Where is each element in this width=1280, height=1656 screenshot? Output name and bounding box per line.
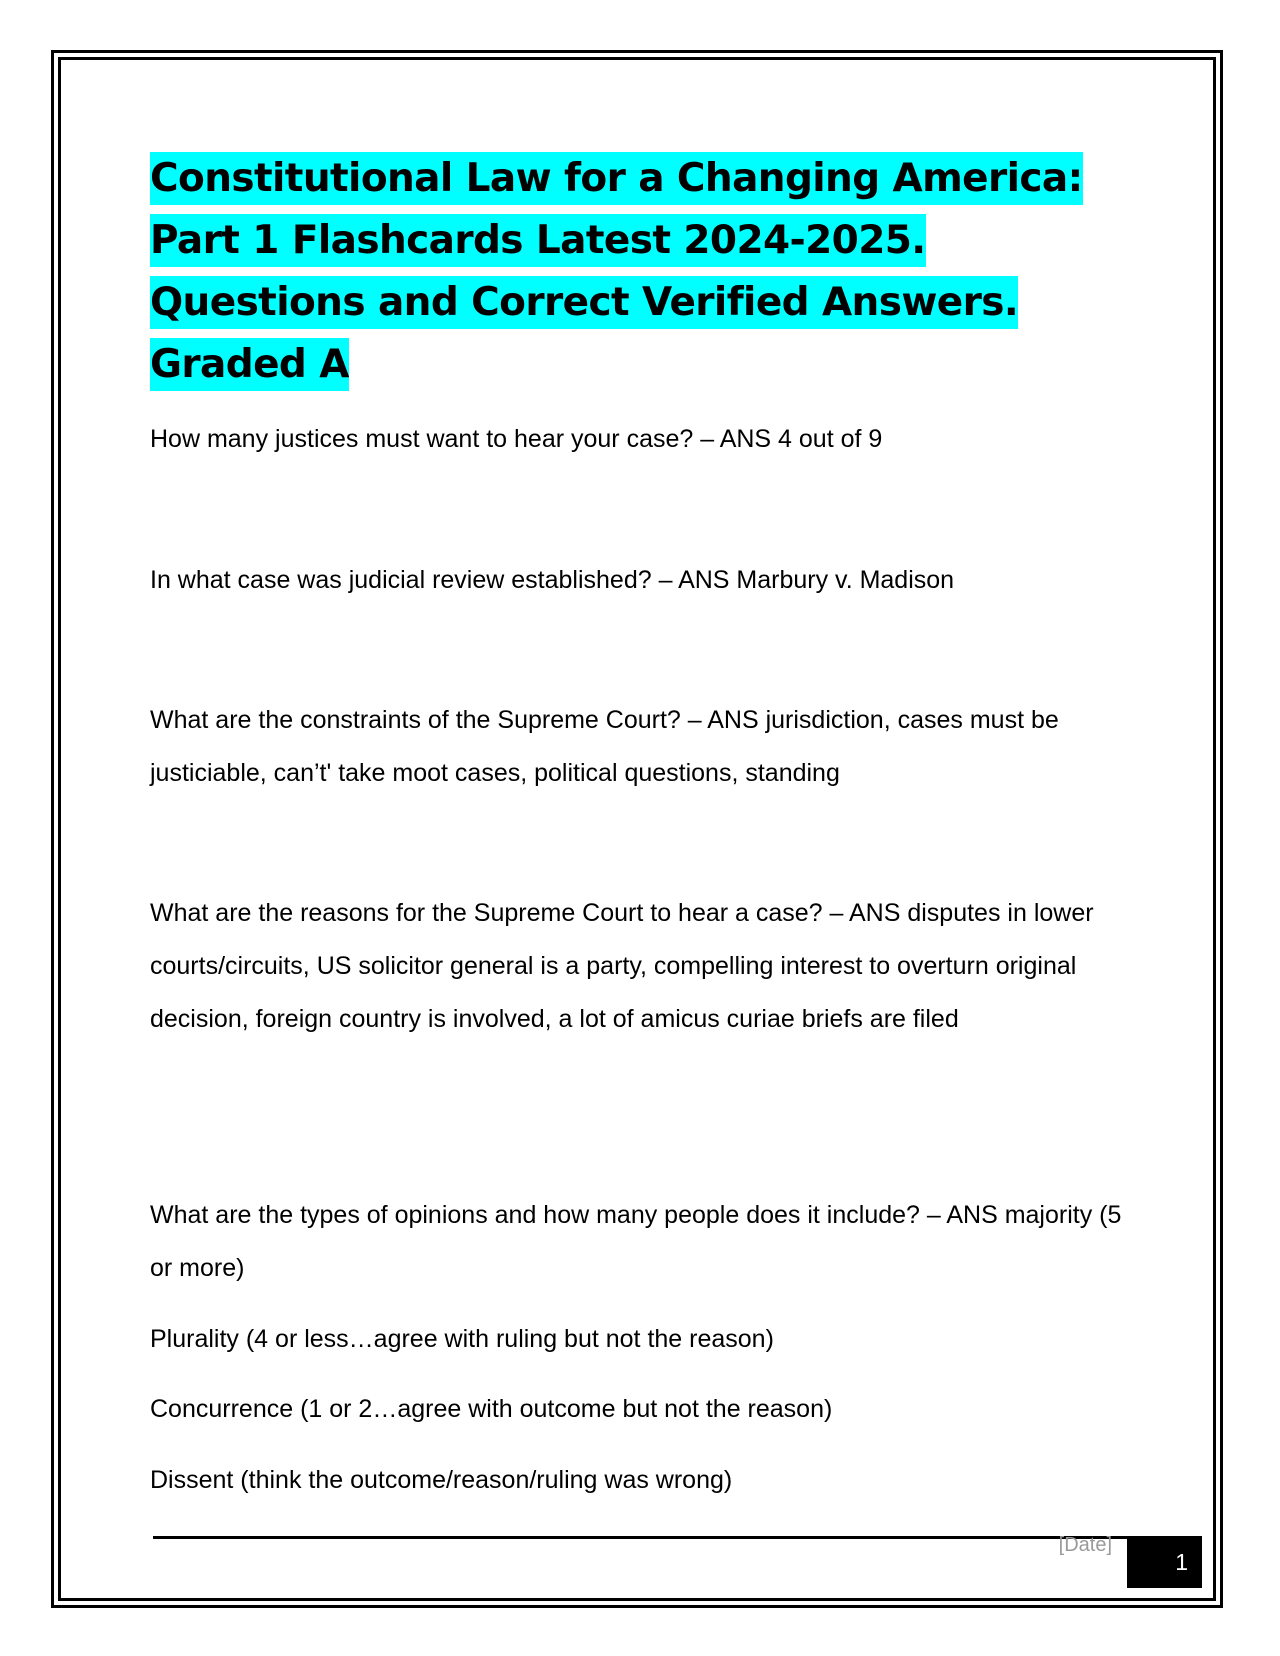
page-number: 1 (1127, 1536, 1202, 1588)
qa-item-justices: How many justices must want to hear your case? – ANS 4 out of 9 (150, 425, 883, 453)
qa-item-judicial-review: In what case was judicial review established? – ANS Marbury v. Madison (150, 566, 955, 594)
title-highlight: Constitutional Law for a Changing America: Part 1 Flashcards Latest 2024-2025. Questions and Correct Verified Answers. Graded A (150, 152, 1083, 391)
qa-item-reasons: What are the reasons for the Supreme Court to hear a case? – ANS disputes in lower courts/circuits, US solicitor general is a party, compelling interest to overturn original decision, foreign country is involved, a lot of amicus curiae briefs are filed (150, 899, 1094, 1033)
footer-date: [Date] (1058, 1534, 1112, 1556)
qa-item-constraints: What are the constraints of the Supreme Court? – ANS jurisdiction, cases must be justiciable, can’t' take moot cases, political questions, standing (150, 706, 1059, 787)
qa-item-opinion-types: What are the types of opinions and how many people does it include? – ANS majority (5 or more) (150, 1201, 1122, 1282)
opinion-type-dissent: Dissent (think the outcome/reason/ruling was wrong) (150, 1466, 733, 1494)
document-title (150, 148, 1130, 396)
opinion-type-concurrence: Concurrence (1 or 2…agree with outcome but not the reason) (150, 1395, 833, 1423)
opinion-type-plurality: Plurality (4 or less…agree with ruling but not the reason) (150, 1325, 774, 1353)
